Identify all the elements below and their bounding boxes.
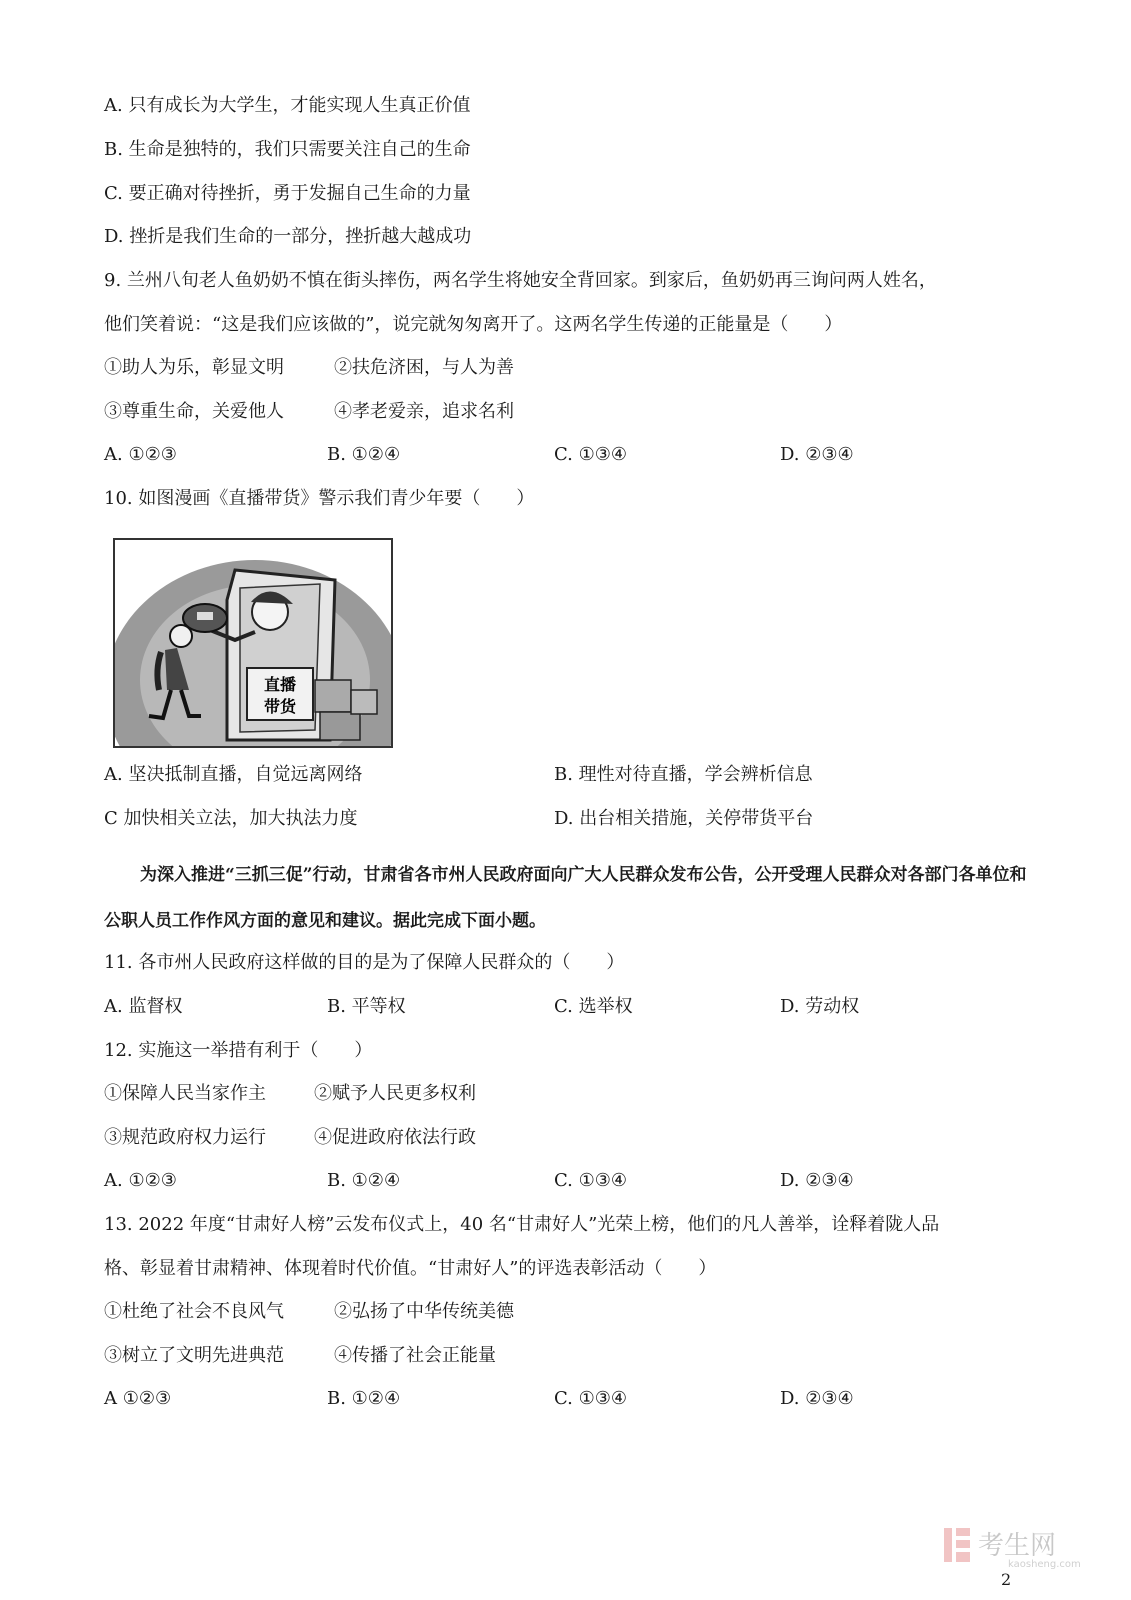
q12-item-1: ①保障人民当家作主 — [104, 1083, 266, 1104]
q13-item-4: ④传播了社会正能量 — [334, 1345, 496, 1366]
q9-option-b: B. ①②④ — [327, 444, 401, 465]
q13-option-c: C. ①③④ — [554, 1388, 627, 1409]
q13-stem-line1: 13. 2022 年度“甘肃好人榜”云发布仪式上，40 名“甘肃好人”光荣上榜，他们的凡人善举，诠释着陇人品 — [104, 1214, 940, 1235]
q11-stem: 11. 各市州人民政府这样做的目的是为了保障人民群众的（ ） — [104, 952, 625, 973]
q13-option-a: A ①②③ — [104, 1388, 172, 1409]
q13-option-d: D. ②③④ — [780, 1388, 854, 1409]
q9-item-4: ④孝老爱亲，追求名利 — [334, 401, 514, 422]
q10-option-c: C 加快相关立法，加大执法力度 — [104, 808, 358, 829]
q10-stem: 10. 如图漫画《直播带货》警示我们青少年要（ ） — [104, 488, 535, 509]
q12-item-3: ③规范政府权力运行 — [104, 1127, 266, 1148]
q10-option-d: D. 出台相关措施，关停带货平台 — [554, 808, 814, 829]
page-number: 2 — [1001, 1570, 1012, 1589]
q12-option-d: D. ②③④ — [780, 1170, 854, 1191]
q12-item-4: ④促进政府依法行政 — [314, 1127, 476, 1148]
q12-option-a: A. ①②③ — [104, 1170, 177, 1191]
material-paragraph — [104, 852, 1039, 944]
q9-option-c: C. ①③④ — [554, 444, 627, 465]
q10-option-b: B. 理性对待直播，学会辨析信息 — [554, 764, 813, 785]
q9-stem-line1: 9. 兰州八旬老人鱼奶奶不慎在街头摔伤，两名学生将她安全背回家。到家后，鱼奶奶再三询问两人姓名， — [104, 270, 937, 291]
q11-option-b: B. 平等权 — [327, 996, 406, 1017]
q13-stem-line2: 格、彰显着甘肃精神、体现着时代价值。“甘肃好人”的评选表彰活动（ ） — [104, 1258, 717, 1279]
q13-item-1: ①杜绝了社会不良风气 — [104, 1301, 284, 1322]
q12-item-2: ②赋予人民更多权利 — [314, 1083, 476, 1104]
q13-item-2: ②弘扬了中华传统美德 — [334, 1301, 514, 1322]
q9-item-3: ③尊重生命，关爱他人 — [104, 401, 284, 422]
q8-option-d: D. 挫折是我们生命的一部分，挫折越大越成功 — [104, 226, 472, 247]
cartoon-sign-line1: 直播 — [263, 675, 297, 694]
q9-option-d: D. ②③④ — [780, 444, 854, 465]
q9-stem-line2: 他们笑着说：“这是我们应该做的”，说完就匆匆离开了。这两名学生传递的正能量是（ ） — [104, 314, 843, 335]
watermark-url: kaosheng.com — [1008, 1559, 1081, 1570]
q13-option-b: B. ①②④ — [327, 1388, 401, 1409]
q12-stem: 12. 实施这一举措有利于（ ） — [104, 1040, 373, 1061]
q9-option-a: A. ①②③ — [104, 444, 177, 465]
q10-option-a: A. 坚决抵制直播，自觉远离网络 — [104, 764, 363, 785]
q8-option-b: B. 生命是独特的，我们只需要关注自己的生命 — [104, 139, 471, 160]
q8-option-a: A. 只有成长为大学生，才能实现人生真正价值 — [104, 95, 471, 116]
live-streaming-cartoon — [113, 538, 393, 748]
kaosheng-logo-icon — [942, 1524, 1092, 1570]
q9-item-2: ②扶危济困，与人为善 — [334, 357, 514, 378]
q12-option-c: C. ①③④ — [554, 1170, 627, 1191]
watermark-text: 考生网 — [978, 1531, 1057, 1561]
q11-option-c: C. 选举权 — [554, 996, 633, 1017]
q11-option-d: D. 劳动权 — [780, 996, 860, 1017]
material-text: 为深入推进“三抓三促”行动，甘肃省各市州人民政府面向广大人民群众发布公告，公开受理人民群众对各部门各单位和公职人员工作作风方面的意见和建议。据此完成下面小题。 — [104, 865, 1027, 931]
kaosheng-watermark — [942, 1524, 1092, 1570]
q12-option-b: B. ①②④ — [327, 1170, 401, 1191]
q13-item-3: ③树立了文明先进典范 — [104, 1345, 284, 1366]
q11-option-a: A. 监督权 — [104, 996, 183, 1017]
q8-option-c: C. 要正确对待挫折，勇于发掘自己生命的力量 — [104, 183, 471, 204]
cartoon-sign-line2: 带货 — [263, 697, 297, 716]
q9-item-1: ①助人为乐，彰显文明 — [104, 357, 284, 378]
